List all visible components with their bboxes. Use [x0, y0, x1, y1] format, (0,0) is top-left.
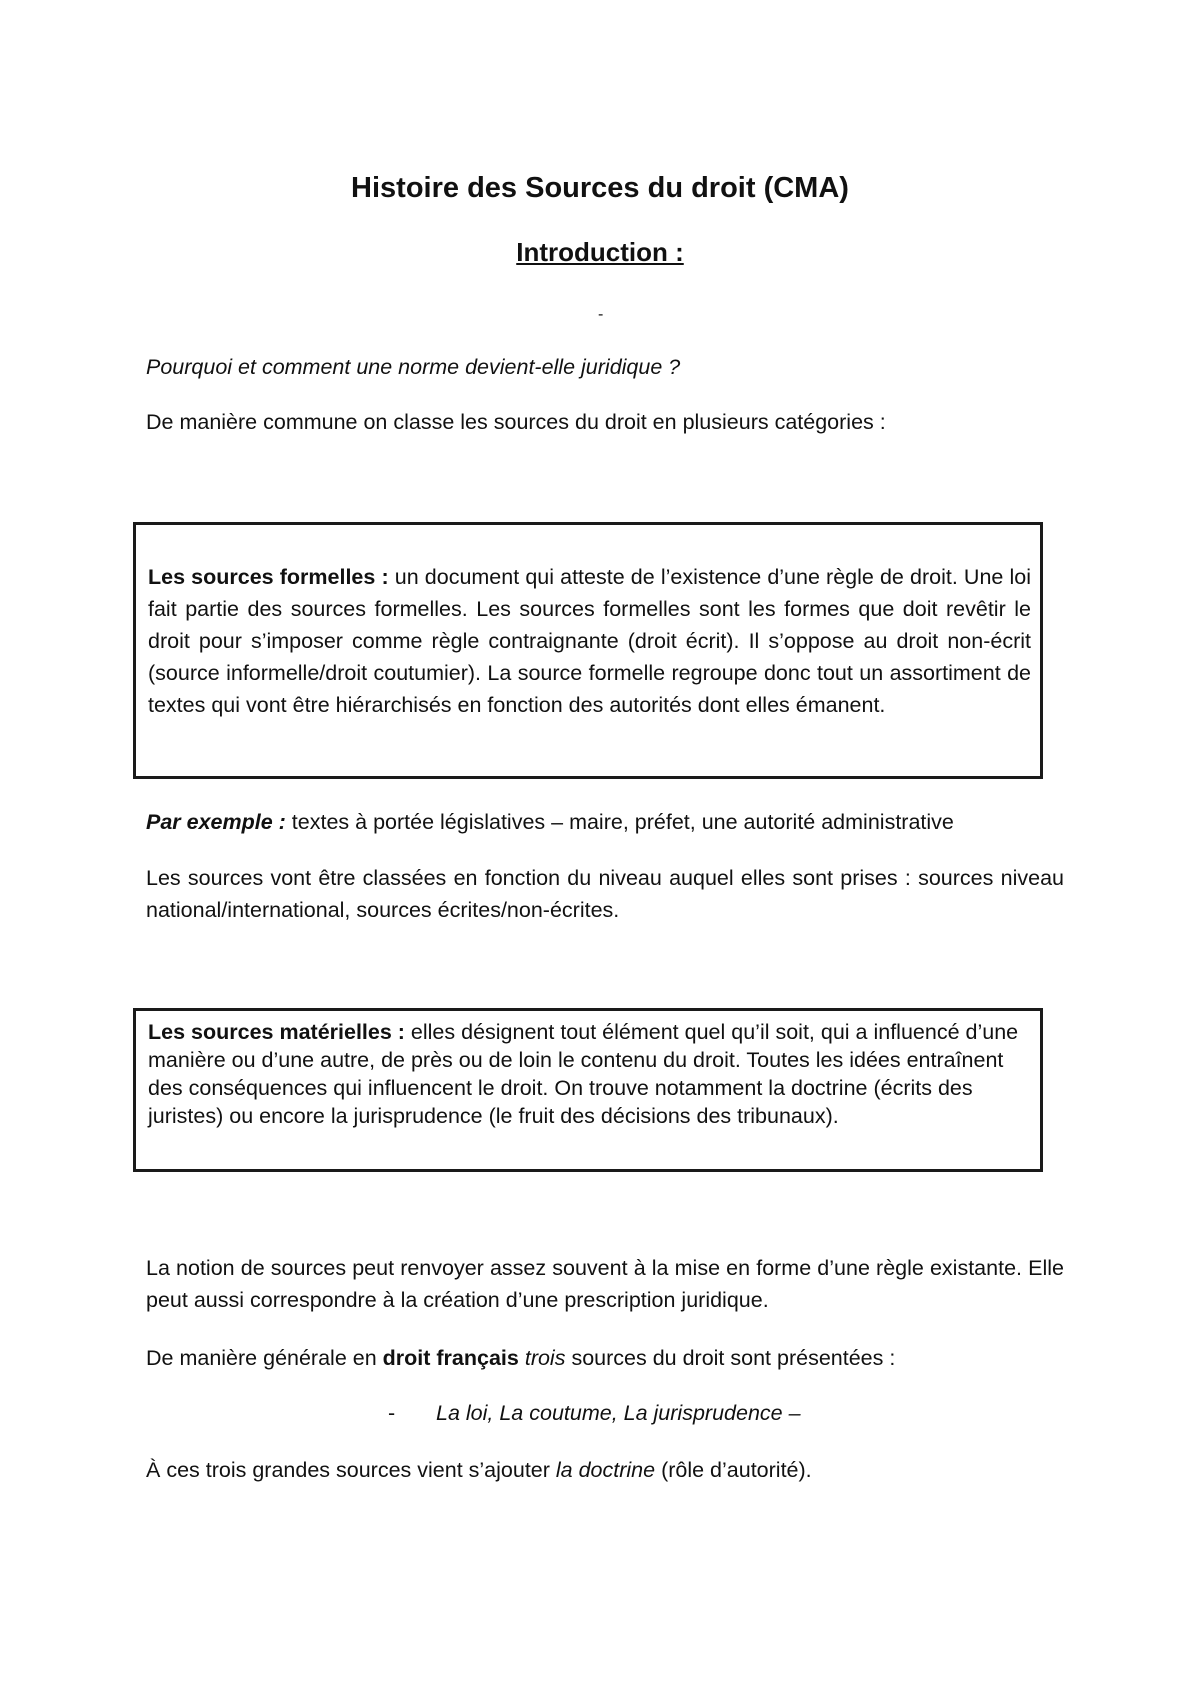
example-body: textes à portée législatives – maire, préfet, une autorité administrative [285, 810, 954, 834]
example-label: Par exemple : [146, 810, 286, 834]
separator-dash: - [598, 306, 604, 323]
classification-paragraph: Les sources vont être classées en fonction du niveau auquel elles sont prises : sources niveau national/international, sources écrites/non-écrites. [146, 866, 1064, 922]
general-paragraph [146, 1342, 1064, 1374]
notion-paragraph: La notion de sources peut renvoyer assez souvent à la mise en forme d’une règle existante. Elle peut aussi correspondre à la création d’une prescription juridique. [146, 1256, 1064, 1312]
sources-materielles-body: elles désignent tout élément quel qu’il soit, qui a influencé d’une manière ou d’une autre, de près ou de loin le contenu du droit. Toutes les idées entraînent des conséquences qui influencent le droit. On trouve notamment la doctrine (écrits des juristes) ou encore la jurisprudence (le fruit des décisions des tribunaux). [148, 1020, 1019, 1128]
final-text-start: À ces trois grandes sources vient s’ajouter [146, 1458, 556, 1482]
sources-formelles-text [148, 561, 1031, 721]
sources-materielles-text [148, 1018, 1028, 1130]
general-text-end: sources du droit sont présentées : [565, 1346, 896, 1370]
sources-materielles-label: Les sources matérielles : [148, 1020, 405, 1044]
example-paragraph [146, 806, 1064, 838]
trois-italic: trois [524, 1346, 566, 1370]
general-text-start: De manière générale en [146, 1346, 383, 1370]
list-text: La loi, La coutume, La jurisprudence – [436, 1401, 801, 1425]
section-heading: Introduction : [516, 237, 684, 267]
droit-francais-bold: droit français [382, 1346, 519, 1370]
sources-materielles-box [133, 1008, 1043, 1172]
final-text-end: (rôle d’autorité). [655, 1458, 812, 1482]
list-dash: - [388, 1401, 396, 1425]
final-paragraph [146, 1454, 1064, 1486]
document-title: Histoire des Sources du droit (CMA) [351, 172, 849, 204]
sources-formelles-box [133, 522, 1043, 779]
question-paragraph: Pourquoi et comment une norme devient-elle juridique ? [146, 355, 681, 379]
sources-list-item [388, 1397, 801, 1429]
doctrine-italic: la doctrine [555, 1458, 656, 1482]
sources-formelles-label: Les sources formelles : [148, 565, 389, 589]
sources-formelles-body: un document qui atteste de l’existence d’une règle de droit. Une loi fait partie des sources formelles. Les sources formelles sont les formes que doit revêtir le droit pour s’imposer comme règle contraignante (droit écrit). Il s’oppose au droit non-écrit (source informelle/droit coutumier). La source formelle regroupe donc tout un assortiment de textes qui vont être hiérarchisés en fonction des autorités dont elles émanent. [148, 565, 1031, 717]
intro-paragraph: De manière commune on classe les sources du droit en plusieurs catégories : [146, 410, 886, 434]
